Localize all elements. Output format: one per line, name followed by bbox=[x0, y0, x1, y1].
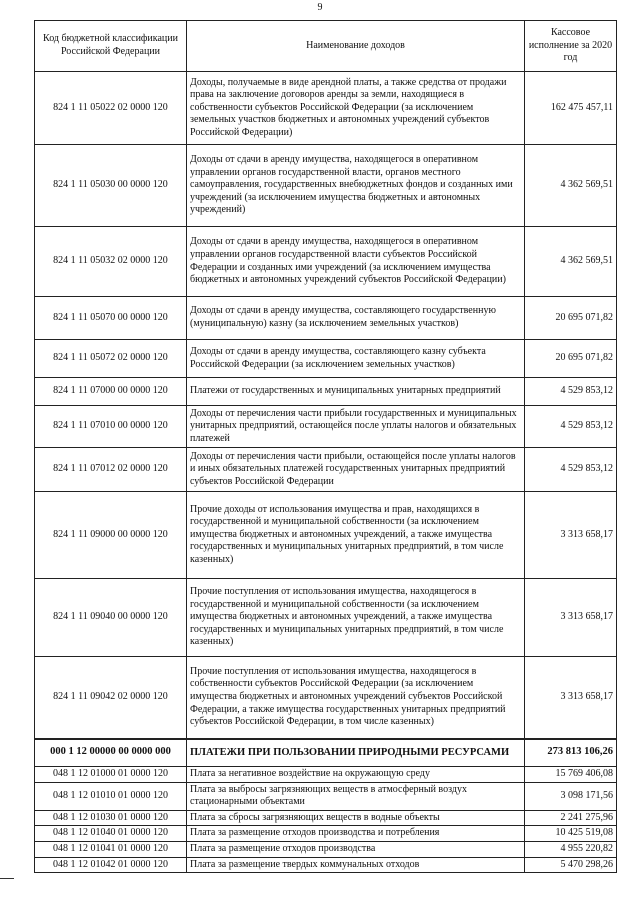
table-row bbox=[35, 406, 617, 448]
row-name: ПЛАТЕЖИ ПРИ ПОЛЬЗОВАНИИ ПРИРОДНЫМИ РЕСУРСАМИ bbox=[187, 739, 525, 767]
row-code: 048 1 12 01040 01 0000 120 bbox=[35, 826, 187, 842]
row-amount: 273 813 106,26 bbox=[525, 739, 617, 767]
row-name: Прочие доходы от использования имущества и прав, находящихся в государственной и муниципальной собственности (за исключением имущества бюджетных и автономных учреждений, а также имущества государственных и муниципальных унитарных предприятий, в том числе казенных) bbox=[187, 492, 525, 579]
table-row bbox=[35, 297, 617, 340]
row-code: 824 1 11 05070 00 0000 120 bbox=[35, 297, 187, 340]
row-amount: 162 475 457,11 bbox=[525, 72, 617, 145]
table-header-row bbox=[35, 21, 617, 72]
table-row bbox=[35, 767, 617, 783]
row-amount: 4 362 569,51 bbox=[525, 227, 617, 297]
row-code: 048 1 12 01042 01 0000 120 bbox=[35, 857, 187, 873]
header-amount: Кассовое исполнение за 2020 год bbox=[525, 21, 617, 72]
table-row bbox=[35, 492, 617, 579]
row-code: 048 1 12 01030 01 0000 120 bbox=[35, 810, 187, 826]
row-name: Плата за негативное воздействие на окружающую среду bbox=[187, 767, 525, 783]
row-amount: 4 529 853,12 bbox=[525, 378, 617, 406]
row-code: 824 1 11 05022 02 0000 120 bbox=[35, 72, 187, 145]
header-name: Наименование доходов bbox=[187, 21, 525, 72]
row-name: Прочие поступления от использования имущества, находящегося в государственной и муниципальной собственности (за исключением имущества бюджетных и автономных учреждений, а также имущества государственных и муниципальных унитарных предприятий, в том числе казенных) bbox=[187, 579, 525, 657]
table-row bbox=[35, 782, 617, 810]
row-name: Плата за выбросы загрязняющих веществ в атмосферный воздух стационарными объектами bbox=[187, 782, 525, 810]
row-code: 048 1 12 01010 01 0000 120 bbox=[35, 782, 187, 810]
row-name: Доходы от перечисления части прибыли, остающейся после уплаты налогов и иных обязательных платежей государственных унитарных предприятий субъектов Российской Федерации bbox=[187, 448, 525, 492]
row-name: Прочие поступления от использования имущества, находящегося в собственности субъектов Российской Федерации (за исключением имущества бюджетных и автономных учреждений субъектов Российской Федерации, а также имущества государственных унитарных предприятий субъектов Российской Федерации, в том числе казенных) bbox=[187, 657, 525, 739]
row-code: 824 1 11 07010 00 0000 120 bbox=[35, 406, 187, 448]
row-amount: 3 313 658,17 bbox=[525, 579, 617, 657]
row-name: Доходы от сдачи в аренду имущества, составляющего казну субъекта Российской Федерации (за исключением земельных участков) bbox=[187, 340, 525, 378]
table-row bbox=[35, 841, 617, 857]
row-amount: 20 695 071,82 bbox=[525, 297, 617, 340]
margin-mark bbox=[0, 878, 14, 879]
table-row bbox=[35, 657, 617, 739]
table-row bbox=[35, 739, 617, 767]
row-amount: 4 529 853,12 bbox=[525, 406, 617, 448]
table-row bbox=[35, 378, 617, 406]
table-row bbox=[35, 579, 617, 657]
row-amount: 20 695 071,82 bbox=[525, 340, 617, 378]
row-code: 048 1 12 01000 01 0000 120 bbox=[35, 767, 187, 783]
header-code: Код бюджетной классификации Российской Федерации bbox=[35, 21, 187, 72]
row-amount: 3 313 658,17 bbox=[525, 657, 617, 739]
row-amount: 4 362 569,51 bbox=[525, 145, 617, 227]
table-row bbox=[35, 340, 617, 378]
row-name: Доходы от сдачи в аренду имущества, находящегося в оперативном управлении органов государственной власти, органов местного самоуправления, государственных внебюджетных фондов и созданных ими учреждений (за исключением имущества бюджетных и автономных учреждений) bbox=[187, 145, 525, 227]
row-name: Доходы от перечисления части прибыли государственных и муниципальных унитарных предприятий, остающейся после уплаты налогов и обязательных платежей bbox=[187, 406, 525, 448]
row-code: 000 1 12 00000 00 0000 000 bbox=[35, 739, 187, 767]
row-amount: 10 425 519,08 bbox=[525, 826, 617, 842]
row-code: 824 1 11 09042 02 0000 120 bbox=[35, 657, 187, 739]
row-amount: 4 955 220,82 bbox=[525, 841, 617, 857]
page-number: 9 bbox=[317, 2, 323, 13]
row-name: Плата за сбросы загрязняющих веществ в водные объекты bbox=[187, 810, 525, 826]
row-code: 824 1 11 09000 00 0000 120 bbox=[35, 492, 187, 579]
row-amount: 3 313 658,17 bbox=[525, 492, 617, 579]
row-name: Плата за размещение твердых коммунальных отходов bbox=[187, 857, 525, 873]
row-code: 048 1 12 01041 01 0000 120 bbox=[35, 841, 187, 857]
row-code: 824 1 11 05032 02 0000 120 bbox=[35, 227, 187, 297]
row-code: 824 1 11 09040 00 0000 120 bbox=[35, 579, 187, 657]
row-code: 824 1 11 07012 02 0000 120 bbox=[35, 448, 187, 492]
row-code: 824 1 11 07000 00 0000 120 bbox=[35, 378, 187, 406]
row-amount: 15 769 406,08 bbox=[525, 767, 617, 783]
row-name: Платежи от государственных и муниципальных унитарных предприятий bbox=[187, 378, 525, 406]
row-name: Плата за размещение отходов производства и потребления bbox=[187, 826, 525, 842]
row-name: Доходы от сдачи в аренду имущества, составляющего государственную (муниципальную) казну (за исключением земельных участков) bbox=[187, 297, 525, 340]
row-amount: 5 470 298,26 bbox=[525, 857, 617, 873]
row-amount: 3 098 171,56 bbox=[525, 782, 617, 810]
row-amount: 2 241 275,96 bbox=[525, 810, 617, 826]
table-row bbox=[35, 72, 617, 145]
table-row bbox=[35, 826, 617, 842]
row-name: Плата за размещение отходов производства bbox=[187, 841, 525, 857]
row-name: Доходы от сдачи в аренду имущества, находящегося в оперативном управлении органов государственной власти субъектов Российской Федерации и созданных ими учреждений (за исключением имущества бюджетных и автономных учреждений субъектов Российской Федерации) bbox=[187, 227, 525, 297]
table-row bbox=[35, 810, 617, 826]
row-code: 824 1 11 05072 02 0000 120 bbox=[35, 340, 187, 378]
table-row bbox=[35, 448, 617, 492]
row-amount: 4 529 853,12 bbox=[525, 448, 617, 492]
table-row bbox=[35, 857, 617, 873]
budget-revenue-table bbox=[34, 20, 617, 873]
row-name: Доходы, получаемые в виде арендной платы, а также средства от продажи права на заключение договоров аренды за земли, находящиеся в собственности субъектов Российской Федерации (за исключением земельных участков бюджетных и автономных учреждений субъектов Российской Федерации) bbox=[187, 72, 525, 145]
table-row bbox=[35, 145, 617, 227]
row-code: 824 1 11 05030 00 0000 120 bbox=[35, 145, 187, 227]
table-row bbox=[35, 227, 617, 297]
